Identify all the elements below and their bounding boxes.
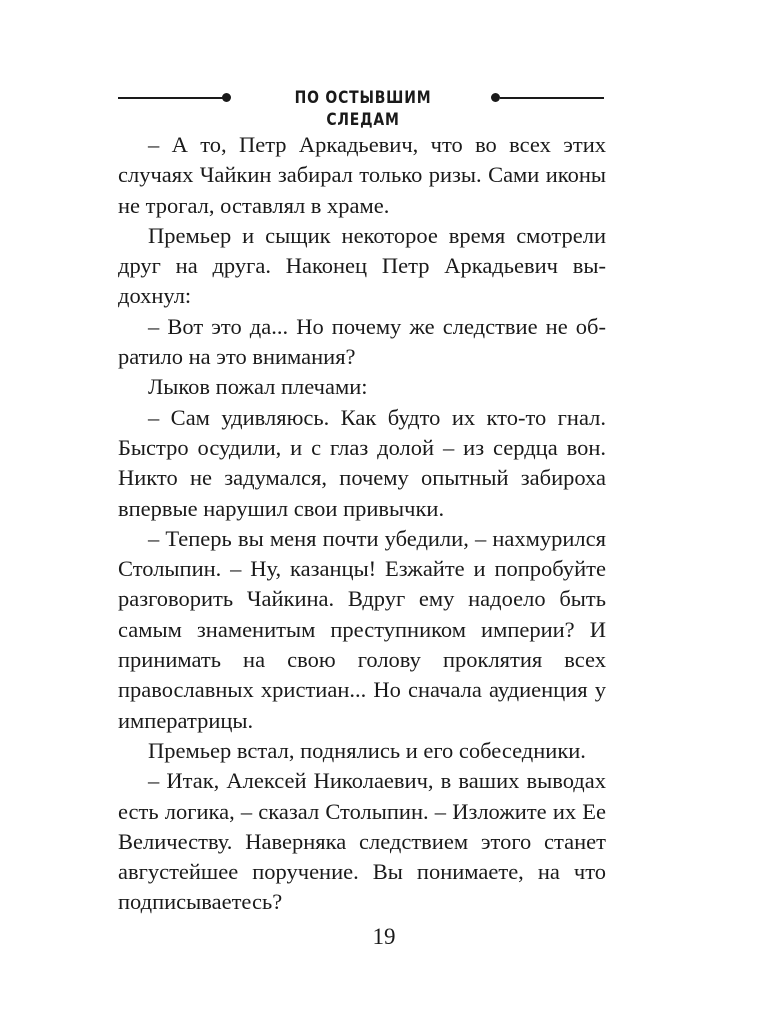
paragraph: – Итак, Алексей Николаевич, в ваших выводах есть логика, – сказал Столыпин. – Изложите их Ее Величеству. Наверняка следствием этого станет августейшее поручение. Вы понимаете, на что подписываетесь? [118,768,606,915]
paragraph: Премьер и сыщик некоторое время смотрели друг на друга. Наконец Петр Аркадьевич выдохнул: [118,222,606,309]
header-rule-left [118,97,224,99]
body-text [118,130,606,918]
page-number: 19 [372,924,396,949]
paragraph: – Вот это да... Но почему же следствие не обратило на это внимания? [118,313,606,370]
paragraph: – А то, Петр Аркадьевич, что во всех этих случаях Чайкин забирал только ризы. Сами иконы не трогал, оставлял в храме. [118,132,606,218]
paragraph: – Сам удивляюсь. Как будто их кто-то гнал. Быстро осудили, и с глаз долой – из сердца вон. Никто не задумался, почему опытный забироха впервые нарушил свои привычки. [118,404,606,521]
running-header-title: ПО ОСТЫВШИМ СЛЕДАМ [294,88,432,130]
paragraph: Премьер встал, поднялись и его собеседники. [148,737,586,763]
running-header [118,86,604,130]
header-rule-right [500,97,604,99]
header-bullet-left-icon [222,93,231,102]
paragraph: Лыков пожал плечами: [148,374,368,400]
header-bullet-right-icon [491,93,500,102]
paragraph: – Теперь вы меня почти убедили, – нахмурился Столыпин. – Ну, казанцы! Езжайте и попробуйте разговорить Чайкина. Вдруг ему надоело быть самым знаменитым преступником империи? И принимать на свою голову проклятия всех православных христиан... Но сначала аудиенция у императрицы. [118,525,606,733]
